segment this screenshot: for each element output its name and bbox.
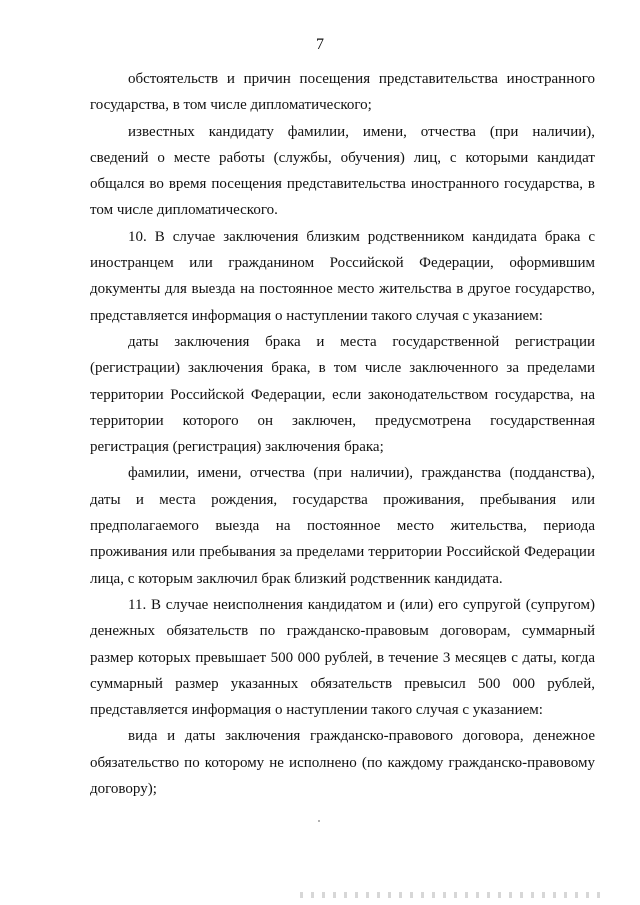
paragraph-marriage-date: даты заключения брака и места государственной регистрации (регистрации) заключения брака, в том числе заключенного за пределами территории Российской Федерации, если законодательством государства, на территории которого он заключен, предусмотрена государственная регистрация (регистрация) заключения брака; — [90, 333, 595, 456]
page-number: 7 — [316, 36, 324, 53]
document-body — [90, 66, 595, 802]
paragraph-circumstances: обстоятельств и причин посещения представительства иностранного государства, в том числе дипломатического; — [90, 71, 595, 114]
paragraph-contacts: известных кандидату фамилии, имени, отчества (при наличии), сведений о месте работы (службы, обучения) лиц, с которыми кандидат общался во время посещения представительства иностранного государства, в том числе дипломатического. — [90, 123, 595, 219]
paragraph-spouse-details: фамилии, имени, отчества (при наличии), гражданства (подданства), даты и места рождения, государства проживания, пребывания или предполагаемого выезда на постоянное место жительства, периода проживания или пребывания за пределами территории Российской Федерации лица, с которым заключил брак близкий родственник кандидата. — [90, 465, 595, 587]
paragraph-contract-type: вида и даты заключения гражданско-правового договора, денежное обязательство по которому не исполнено (по каждому гражданско-правовому договору); — [90, 728, 595, 798]
paragraph-item-11: 11. В случае неисполнения кандидатом и (или) его супругой (супругом) денежных обязательств по гражданско-правовым договорам, суммарный размер которых превышает 500 000 рублей, в течение 3 месяцев с даты, когда суммарный размер указанных обязательств превысил 500 000 рублей, представляется информация о наступлении такого случая с указанием: — [90, 596, 595, 719]
scan-speck — [318, 820, 320, 822]
scan-edge-noise — [300, 892, 600, 898]
paragraph-item-10: 10. В случае заключения близким родственником кандидата брака с иностранцем или гражданином Российской Федерации, оформившим документы для выезда на постоянное место жительства в другое государство, представляется информация о наступлении такого случая с указанием: — [90, 228, 595, 324]
